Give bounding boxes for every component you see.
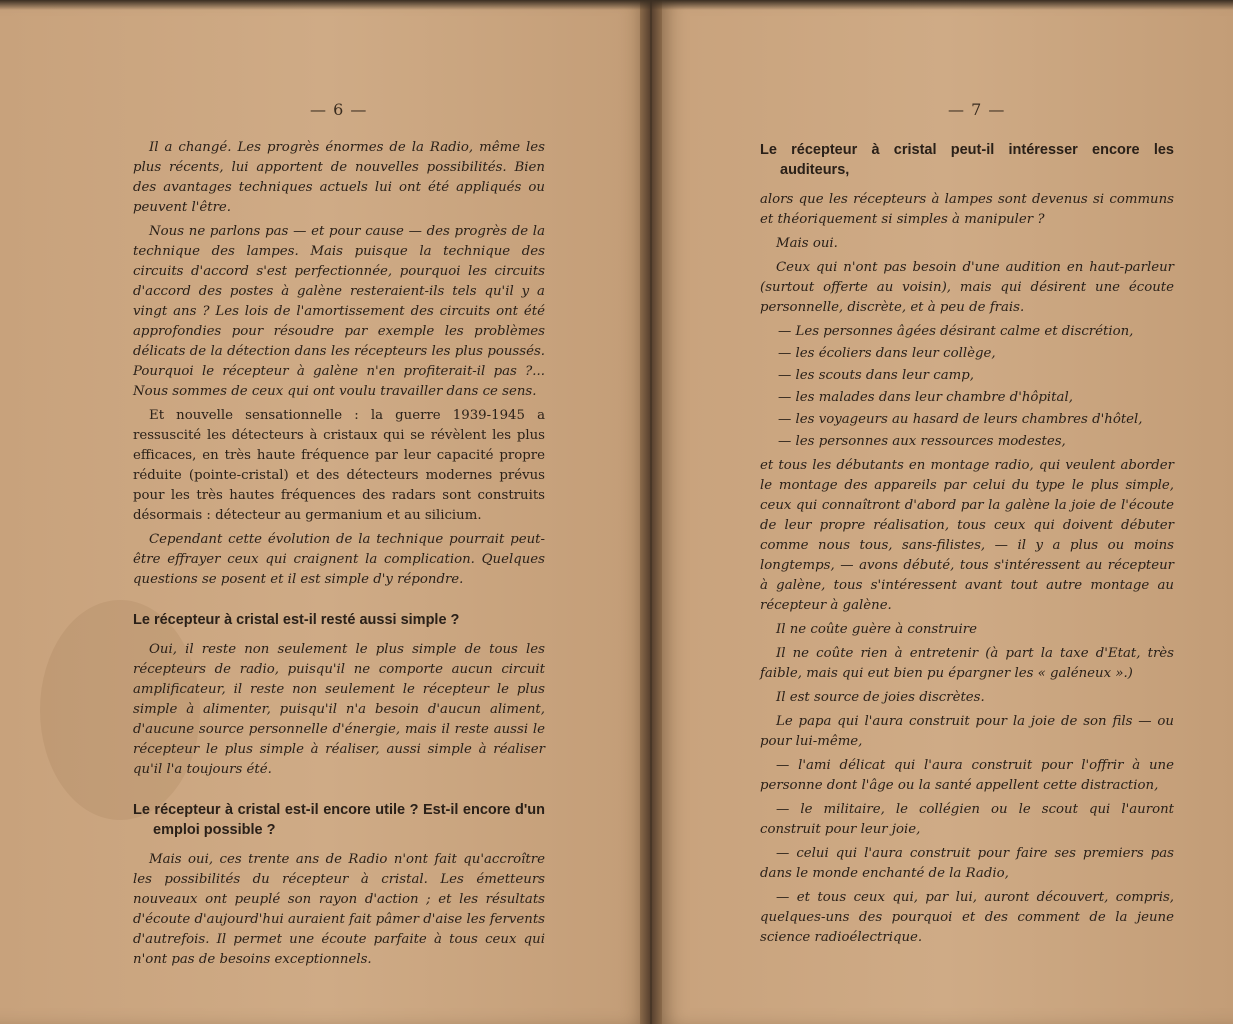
audience-list <box>760 322 1174 452</box>
paragraph: Oui, il reste non seulement le plus simple de tous les récepteurs de radio, puisqu'il ne comporte aucun circuit amplificateur, il reste non seulement le récepteur le plus simple à alimenter, puisqu'il n'a besoin d'aucun aliment, d'aucune source personnelle d'énergie, mais il reste aussi le récepteur le plus simple à réaliser, aussi simple à réaliser qu'il l'a toujours été. <box>133 642 545 777</box>
section-heading: Le récepteur à cristal est-il resté aussi simple ? <box>133 612 460 628</box>
paragraph: — celui qui l'aura construit pour faire ses premiers pas dans le monde enchanté de la Radio, <box>760 846 1174 881</box>
page-number: — 6 — <box>310 100 368 119</box>
right-page <box>656 0 1233 1024</box>
paragraph: Cependant cette évolution de la technique pourrait peut-être effrayer ceux qui craignent la complication. Quelques questions se posent et il est simple d'y répondre. <box>133 532 545 587</box>
list-item: — les personnes aux ressources modestes, <box>778 434 1066 449</box>
left-text-column <box>133 138 545 974</box>
book-gutter <box>640 0 662 1024</box>
paragraph: Nous ne parlons pas — et pour cause — des progrès de la technique des lampes. Mais puisque la technique des circuits d'accord s'est perfectionnée, pourquoi les circuits d'accord des postes à galène resteraient-ils tels qu'il y a vingt ans ? Les lois de l'amortissement des circuits ont été approfondies pour résoudre par exemple les problèmes délicats de la détection dans les récepteurs les plus poussés. Pourquoi le récepteur à galène n'en profiterait-il pas ?... Nous sommes de ceux qui ont voulu travailler dans ce sens. <box>133 224 545 399</box>
list-item: — Les personnes âgées désirant calme et discrétion, <box>778 324 1134 339</box>
list-item: — les scouts dans leur camp, <box>778 368 974 383</box>
paragraph: et tous les débutants en montage radio, qui veulent aborder le montage des appareils par celui du type le plus simple, ceux qui connaîtront d'abord par la galène la joie de l'écoute de leur propre réalisation, tous ceux qui doivent débuter comme nous tous, sans-filistes, — il y a plus ou moins longtemps, — avons débuté, tous s'intéressent au récepteur à galène, tous s'intéressent avant tout autre montage au récepteur à galène. <box>760 458 1174 613</box>
paragraph: — l'ami délicat qui l'aura construit pour l'offrir à une personne dont l'âge ou la santé appellent cette distraction, <box>760 758 1174 793</box>
paragraph: Mais oui. <box>776 236 838 251</box>
paragraph: Le papa qui l'aura construit pour la joie de son fils — ou pour lui-même, <box>760 714 1174 749</box>
paragraph: — le militaire, le collégien ou le scout qui l'auront construit pour leur joie, <box>760 802 1174 837</box>
book-top-edge <box>0 0 1233 10</box>
section-heading: Le récepteur à cristal est-il encore utile ? Est-il encore d'un emploi possible ? <box>133 802 545 838</box>
right-text-column <box>760 140 1174 952</box>
paragraph: Il ne coûte guère à construire <box>776 622 977 637</box>
list-item: — les malades dans leur chambre d'hôpital, <box>778 390 1073 405</box>
paragraph: Il est source de joies discrètes. <box>776 690 985 705</box>
paragraph: Il a changé. Les progrès énormes de la Radio, même les plus récents, lui apportent de nouvelles possibilités. Bien des avantages techniques actuels lui ont été appliqués ou peuvent l'être. <box>133 140 545 215</box>
list-item: — les écoliers dans leur collège, <box>778 346 996 361</box>
paragraph: Ceux qui n'ont pas besoin d'une audition en haut-parleur (surtout offerte au voisin), mais qui désirent une écoute personnelle, discrète, et à peu de frais. <box>760 260 1174 315</box>
page-number: — 7 — <box>948 100 1006 119</box>
list-item: — les voyageurs au hasard de leurs chambres d'hôtel, <box>778 412 1143 427</box>
paragraph: Il ne coûte rien à entretenir (à part la taxe d'Etat, très faible, mais qui eut bien pu épargner les « galéneux ».) <box>760 646 1174 681</box>
paragraph: Et nouvelle sensationnelle : la guerre 1939-1945 a ressuscité les détecteurs à cristaux qui se révèlent les plus efficaces, en très haute fréquence par leur capacité propre réduite (pointe-cristal) et des détecteurs modernes prévus pour les très hautes fréquences des radars sont construits désormais : détecteur au germanium et au silicium. <box>133 408 545 523</box>
section-heading: Le récepteur à cristal peut-il intéresser encore les auditeurs, <box>760 142 1174 178</box>
paragraph: — et tous ceux qui, par lui, auront découvert, compris, quelques-uns des pourquoi et des comment de la jeune science radioélectrique. <box>760 890 1174 945</box>
paragraph: Mais oui, ces trente ans de Radio n'ont fait qu'accroître les possibilités du récepteur à cristal. Les émetteurs nouveaux ont peuplé son rayon d'action ; et les résultats d'écoute d'aujourd'hui auraient fait pâmer d'aise les fervents d'autrefois. Il permet une écoute parfaite à tous ceux qui n'ont pas de besoins exceptionnels. <box>133 852 545 967</box>
paragraph: alors que les récepteurs à lampes sont devenus si communs et théoriquement si simples à manipuler ? <box>760 192 1174 227</box>
